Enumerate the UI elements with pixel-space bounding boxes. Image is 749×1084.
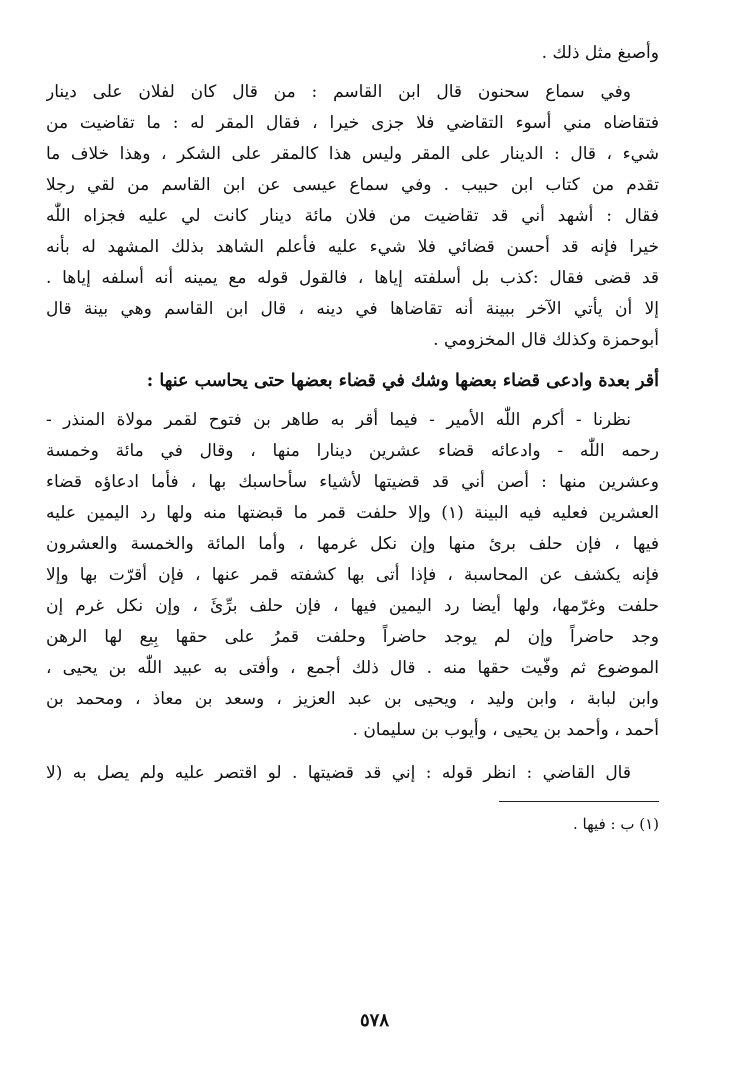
footnote: (١) ب : فيها . (573, 815, 659, 833)
text-line: أبوحمزة وكذلك قال المخزومي . (433, 330, 659, 350)
text-line: فقال : أشهد أني قد تقاضيت من فلان مائة دينار كانت لي عليه فجزاه اللّٰه (46, 206, 659, 226)
text-line: وجد حاضراً وإن لم يوجد حاضراً وحلفت قمرُ على حقها بِيع لها الرهن (46, 627, 659, 647)
text-line: الموضوع ثم وفّيت حقها منه . قال ذلك أجمع ، وأفتى به عبيد اللّٰه بن يحيى ، (46, 658, 659, 678)
text-line: أحمد ، وأحمد بن يحيى ، وأيوب بن سليمان . (352, 720, 659, 740)
text-line: خيرا فإنه قد أحسن قضائي فلا شيء عليه فأعلم الشاهد بذلك المشهد له بأنه (46, 237, 659, 257)
text-line: وأصبغ مثل ذلك . (541, 43, 659, 63)
text-line: إلا أن يأتي الآخر ببينة أنه تقاضاها في دينه ، قال ابن القاسم وهي بينة قال (46, 299, 659, 319)
text-line: قد قضى فقال :كذب بل أسلفته إياها ، فالقول قوله مع يمينه أنه أسلفه إياها . (46, 268, 659, 288)
intro-paragraph (46, 38, 659, 69)
text-line: وعشرين منها : أصن أني قد قضيتها لأشياء سأحاسبك بها ، فأما ادعاؤه قضاء (46, 472, 659, 492)
text-line: وابن لبابة ، وابن وليد ، ويحيى بن عبد العزيز ، وسعد بن معاذ ، ومحمد بن (46, 689, 659, 709)
text-line: تقدم من كتاب ابن حبيب . وفي سماع عيسى عن ابن القاسم من لقي رجلا (46, 175, 659, 195)
text-line: فتقاضاه مني أسوء التقاضي فلا جزى خيرا ، فقال المقر له : ما تقاضيت من (46, 113, 659, 133)
paragraph-1 (46, 77, 659, 356)
text-line: رحمه اللّٰه - وادعائه قضاء عشرين دينارا منها ، وقال في مائة وخمسة (46, 441, 659, 461)
page-number: ٥٧٨ (359, 1010, 389, 1031)
text-line: فيها ، فإن حلف برئ منها وإن نكل غرمها ، وأما المائة والخمسة والعشرون (46, 534, 659, 554)
paragraph-3 (46, 758, 659, 789)
text-line: وفي سماع سحنون قال ابن القاسم : من قال كان لفلان على دينار (46, 82, 631, 102)
text-line: حلفت وغرّمها، ولها أيضا رد اليمين فيها ، فإن حلف برِّئَ ، وإن نكل غرم إن (46, 596, 659, 616)
text-line: نظرنا - أكرم اللّٰه الأمير - فيما أقر به طاهر بن فتوح لقمر مولاة المنذر - (46, 410, 631, 430)
text-line: فإنه يكشف عن المحاسبة ، فإذا أتى بها كشفته قمر عنها ، فإن أقرّت بها وإلا (46, 565, 659, 585)
paragraph-2 (46, 405, 659, 746)
text-line: قال القاضي : انظر قوله : إني قد قضيتها . لو اقتصر عليه ولم يصل به (لا (46, 763, 631, 783)
text-line: شيء ، قال : الدينار على المقر وليس هذا كالمقر على الشكر ، وهذا خلاف ما (46, 144, 659, 164)
footnote-divider (499, 801, 659, 802)
text-line: العشرين فعليه فيه البينة (١) وإلا حلفت قمر ما قبضتها منه ولها رد اليمين عليه (46, 503, 659, 523)
section-heading: أقر بعدة وادعى قضاء بعضها وشك في قضاء بعضها حتى يحاسب عنها : (146, 371, 659, 391)
